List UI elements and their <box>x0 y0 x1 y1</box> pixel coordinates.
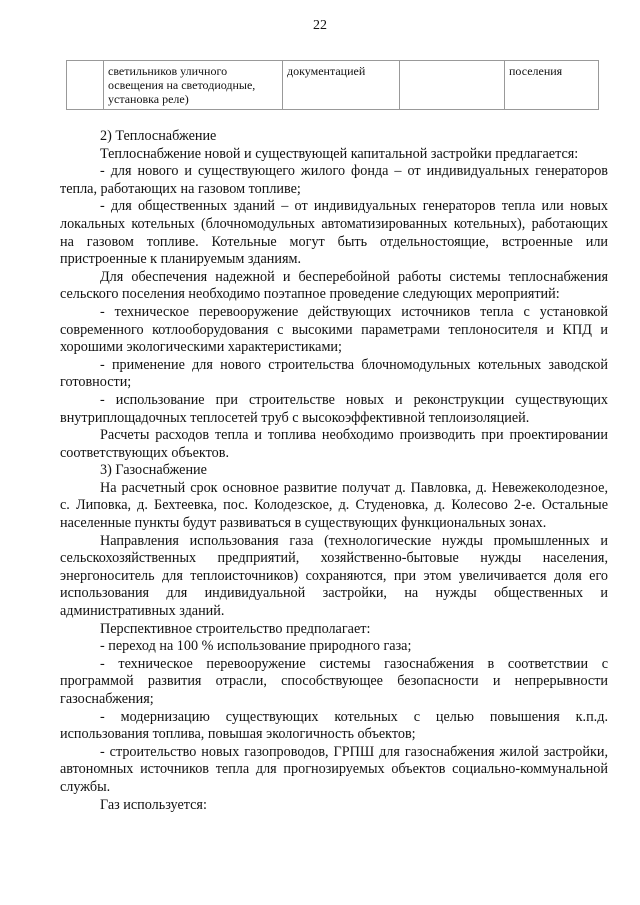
paragraph: - для нового и существующего жилого фонда – от индивидуальных генераторов тепла, работающих на газовом топливе; <box>60 163 608 197</box>
paragraph: Для обеспечения надежной и бесперебойной работы системы теплоснабжения сельского поселения необходимо поэтапное проведение следующих мероприятий: <box>60 268 608 303</box>
page-number: 22 <box>313 18 327 33</box>
paragraph: На расчетный срок основное развитие получат д. Павловка, д. Невежеколодезное, с. Липовка, д. Бехтеевка, пос. Колодезское, д. Студеновка, д. Колесово 2-е. Остальные населенные пункты будут развиваться в существующих функциональных зонах. <box>60 479 608 532</box>
paragraph: - переход на 100 % использование природного газа; <box>100 638 412 655</box>
paragraph: - использование при строительстве новых и реконструкции существующих внутриплощадочных теплосетей труб с высокоэффективной теплоизоляцией. <box>60 391 608 426</box>
paragraph: - строительство новых газопроводов, ГРПШ для газоснабжения жилой застройки, автономных источников тепла для прогнозируемых объектов социально-коммунальной службы. <box>60 743 608 795</box>
table-cell <box>67 61 104 110</box>
table-cell <box>400 61 505 110</box>
document-body <box>60 128 608 814</box>
paragraph: Направления использования газа (технологические нужды промышленных и сельскохозяйственных предприятий, хозяйственно-бытовые нужды населения, энергоноситель для теплоисточников) сохраняются, при этом увеличивается доля его использования для индивидуальной застройки, на нужды общественных и административных зданий. <box>60 532 608 620</box>
paragraph: - техническое перевооружение действующих источников тепла с установкой современного котлооборудования с высокими параметрами теплоносителя и КПД и хорошими экологическими характеристиками; <box>60 303 608 356</box>
table-cell: поселения <box>505 61 599 110</box>
paragraph: - модернизацию существующих котельных с целью повышения к.п.д. использования топлива, повышая экологичность объектов; <box>60 708 608 743</box>
paragraph: Расчеты расходов тепла и топлива необходимо производить при проектировании соответствующих объектов. <box>60 427 608 461</box>
paragraph: - для общественных зданий – от индивидуальных генераторов тепла или новых локальных котельных (блочномодульных автоматизированных котельных), работающих на газовом топливе. Котельные могут быть отдельностоящие, встроенные или пристроенные к планируемым зданиям. <box>60 198 608 268</box>
paragraph: Газ используется: <box>100 796 207 813</box>
table-cell: документацией <box>283 61 400 110</box>
section-heading: 3) Газоснабжение <box>100 462 207 479</box>
paragraph: - техническое перевооружение системы газоснабжения в соответствии с программой развития отрасли, способствующее безопасности и непрерывности газоснабжения; <box>60 655 608 707</box>
paragraph: - применение для нового строительства блочномодульных котельных заводской готовности; <box>60 356 608 391</box>
paragraph: Теплоснабжение новой и существующей капитальной застройки предлагается: <box>100 145 579 162</box>
paragraph: Перспективное строительство предполагает: <box>100 620 371 637</box>
continued-table <box>66 60 599 110</box>
table-cell: светильников уличного освещения на светодиодные, установка реле) <box>104 61 283 110</box>
section-heading: 2) Теплоснабжение <box>100 128 217 144</box>
table-row <box>67 61 599 110</box>
